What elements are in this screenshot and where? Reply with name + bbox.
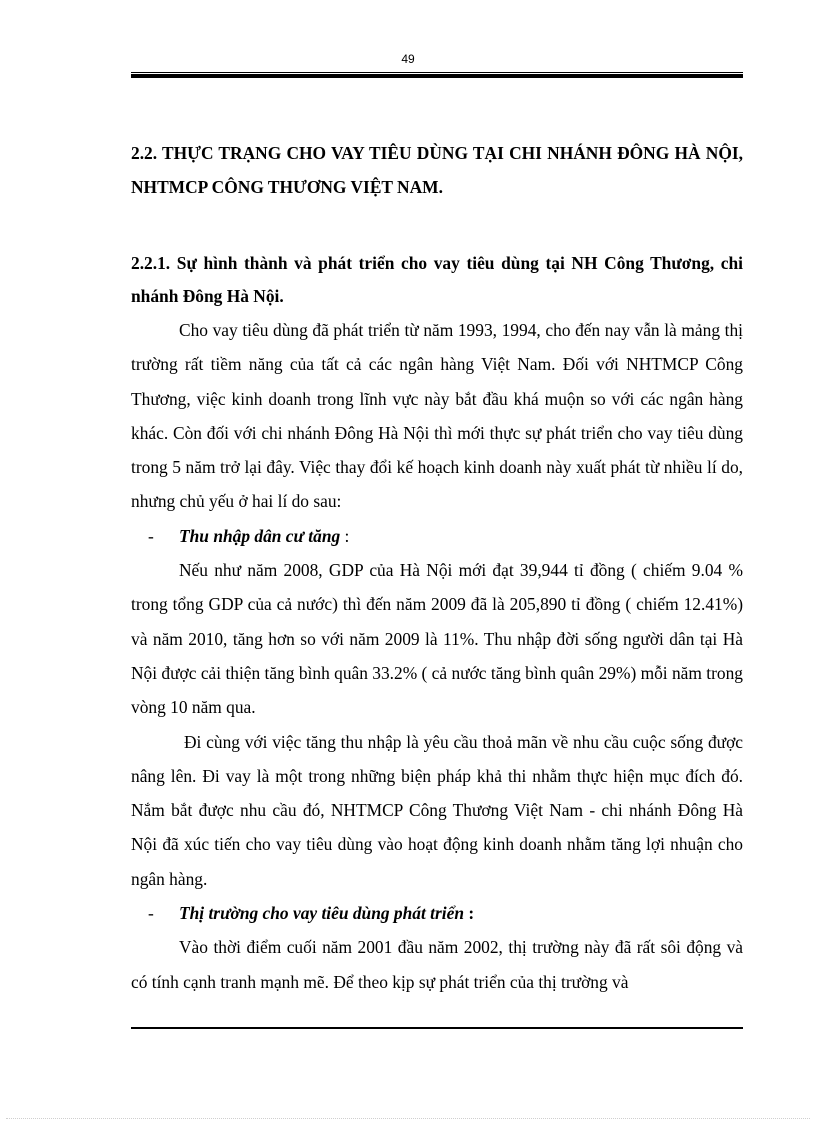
bullet-label: Thị trường cho vay tiêu dùng phát triển — [179, 903, 465, 924]
bullet-dash: - — [148, 903, 154, 924]
subsection-heading: 2.2.1. Sự hình thành và phát triển cho vay tiêu dùng tại NH Công Thương, chi nhánh Đông Hà Nội. — [131, 253, 743, 306]
bullet-market-growth — [131, 896, 743, 930]
document-body — [131, 136, 743, 999]
paragraph-needs: Đi cùng với việc tăng thu nhập là yêu cầu thoả mãn về nhu cầu cuộc sống được nâng lên. Đi vay là một trong những biện pháp khả thi nhằm thực hiện mục đích đó. Nắm bắt được nhu cầu đó, NHTMCP Công Thương Việt Nam - chi nhánh Đông Hà Nội đã xúc tiến cho vay tiêu dùng vào hoạt động kinh doanh nhằm tăng lợi nhuận cho ngân hàng. — [131, 731, 743, 889]
page-number: 49 — [401, 52, 415, 66]
paragraph-gdp: Nếu như năm 2008, GDP của Hà Nội mới đạt 39,944 tỉ đồng ( chiếm 9.04 % trong tổng GDP của cả nước) thì đến năm 2009 đã là 205,890 tỉ đồng ( chiếm 12.41%) và năm 2010, tăng hơn so với năm 2009 là 11%. Thu nhập đời sống người dân tại Hà Nội được cải thiện tăng bình quân 33.2% ( cả nước tăng bình quân 29%) mỗi năm trong vòng 10 năm qua. — [131, 560, 743, 718]
footer-rule — [131, 1027, 743, 1029]
section-heading: 2.2. THỰC TRẠNG CHO VAY TIÊU DÙNG TẠI CHI NHÁNH ĐÔNG HÀ NỘI, NHTMCP CÔNG THƯƠNG VIỆT NAM. — [131, 143, 743, 197]
bullet-label: Thu nhập dân cư tăng — [179, 525, 341, 546]
bullet-income-growth — [131, 519, 743, 553]
bullet-dash: - — [148, 525, 154, 546]
page-edge-divider — [6, 1118, 810, 1119]
paragraph-market: Vào thời điểm cuối năm 2001 đầu năm 2002, thị trường này đã rất sôi động và có tính cạnh tranh mạnh mẽ. Để theo kịp sự phát triển của thị trường và — [131, 937, 743, 992]
paragraph-intro: Cho vay tiêu dùng đã phát triển từ năm 1993, 1994, cho đến nay vẫn là mảng thị trường rất tiềm năng của tất cả các ngân hàng Việt Nam. Đối với NHTMCP Công Thương, việc kinh doanh trong lĩnh vực này bắt đầu khá muộn so với các ngân hàng khác. Còn đối với chi nhánh Đông Hà Nội thì mới thực sự phát triển cho vay tiêu dùng trong 5 năm trở lại đây. Việc thay đổi kế hoạch kinh doanh này xuất phát từ nhiều lí do, nhưng chủ yếu ở hai lí do sau: — [131, 320, 743, 512]
bullet-suffix: : — [464, 903, 475, 924]
header-rule — [131, 72, 743, 78]
bullet-suffix: : — [340, 525, 350, 546]
